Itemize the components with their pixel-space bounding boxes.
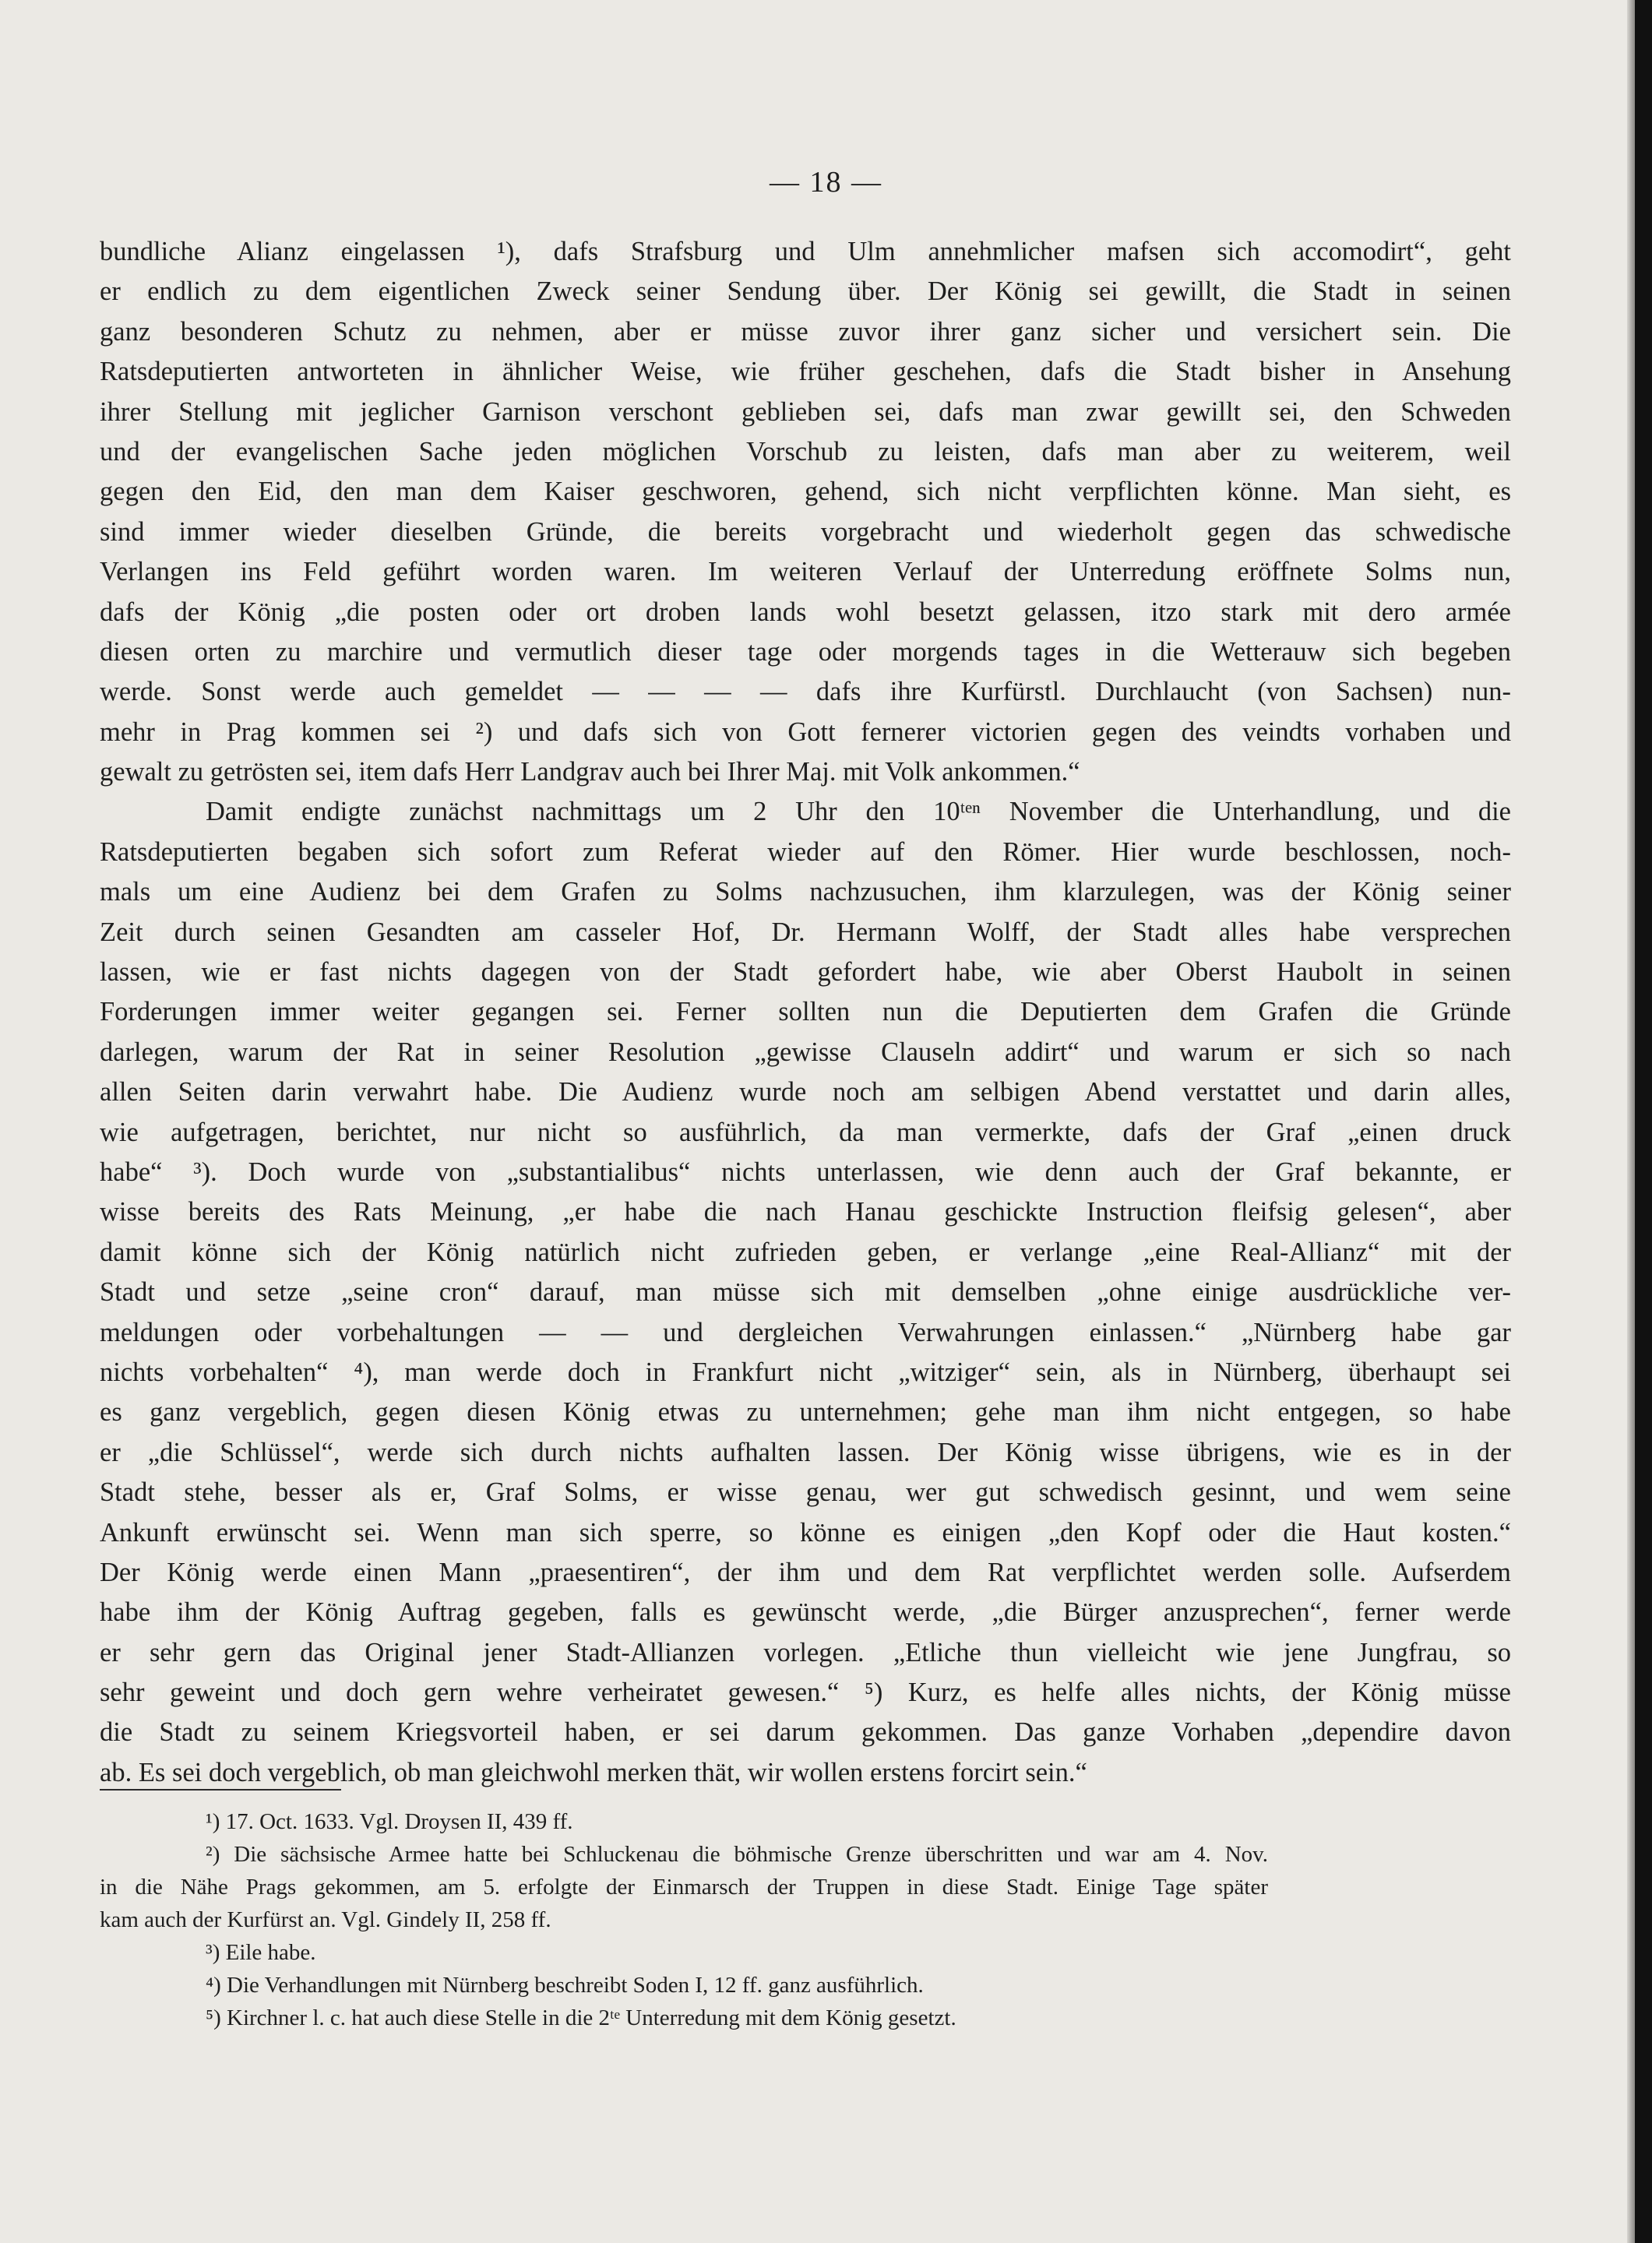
footnotes: [100, 1805, 1268, 2034]
footnote-3: ³) Eile habe.: [206, 1940, 316, 1965]
paragraph-1: [100, 232, 1511, 792]
text-line: darlegen, warum der Rat in seiner Resolution „gewisse Clauseln addirt“ und warum er sich so nach: [100, 1037, 1511, 1067]
text-line: werde. Sonst werde auch gemeldet — — — — dafs ihre Kurfürstl. Durchlaucht (von Sachsen) nun-: [100, 677, 1511, 707]
text-line: meldungen oder vorbehaltungen — — und dergleichen Verwahrungen einlassen.“ „Nürnberg habe gar: [100, 1317, 1511, 1347]
page-number: — 18 —: [770, 166, 882, 199]
text-line: Ankunft erwünscht sei. Wenn man sich sperre, so könne es einigen „den Kopf oder die Haut kosten.“: [100, 1517, 1511, 1548]
text-line: er sehr gern das Original jener Stadt-Allianzen vorlegen. „Etliche thun vielleicht wie jene Jungfrau, so: [100, 1637, 1511, 1667]
text-line: sind immer wieder dieselben Gründe, die bereits vorgebracht und wiederholt gegen das schwedische: [100, 516, 1511, 547]
text-line: wie aufgetragen, berichtet, nur nicht so ausführlich, da man vermerkte, dafs der Graf „einen druck: [100, 1117, 1511, 1147]
text-line: allen Seiten darin verwahrt habe. Die Audienz wurde noch am selbigen Abend verstattet und darin alles,: [100, 1077, 1511, 1107]
text-line: damit könne sich der König natürlich nicht zufrieden geben, er verlange „eine Real-Allianz“ mit der: [100, 1237, 1511, 1267]
text-line: dafs der König „die posten oder ort droben lands wohl besetzt gelassen, itzo stark mit dero armée: [100, 597, 1511, 627]
text-line: gewalt zu getrösten sei, item dafs Herr Landgrav auch bei Ihrer Maj. mit Volk ankommen.“: [100, 757, 1080, 787]
text-line: er „die Schlüssel“, werde sich durch nichts aufhalten lassen. Der König wisse übrigens, wie es in der: [100, 1437, 1511, 1467]
footnote-2-line: kam auch der Kurfürst an. Vgl. Gindely II, 258 ff.: [100, 1907, 551, 1932]
text-line: es ganz vergeblich, gegen diesen König etwas zu unternehmen; gehe man ihm nicht entgegen, so habe: [100, 1397, 1511, 1428]
footnote-2-line: in die Nähe Prags gekommen, am 5. erfolgte der Einmarsch der Truppen in diese Stadt. Einige Tage später: [100, 1875, 1268, 1900]
text-line: Damit endigte zunächst nachmittags um 2 Uhr den 10ᵗᵉⁿ November die Unterhandlung, und die: [206, 797, 1511, 827]
text-line: Ratsdeputierten antworteten in ähnlicher Weise, wie früher geschehen, dafs die Stadt bisher in Ansehung: [100, 357, 1511, 387]
scan-border: [1635, 0, 1652, 2243]
footnote-divider: [100, 1789, 341, 1791]
footnote-5: ⁵) Kirchner l. c. hat auch diese Stelle in die 2ᵗᵉ Unterredung mit dem König gesetzt.: [206, 2005, 956, 2030]
text-line: lassen, wie er fast nichts dagegen von der Stadt gefordert habe, wie aber Oberst Haubolt in seinen: [100, 957, 1511, 988]
text-line: habe“ ³). Doch wurde von „substantialibus“ nichts unterlassen, wie denn auch der Graf bekannte, er: [100, 1157, 1511, 1187]
text-line: diesen orten zu marchire und vermutlich dieser tage oder morgends tages in die Wetterauw sich begeben: [100, 636, 1511, 667]
text-line: er endlich zu dem eigentlichen Zweck seiner Sendung über. Der König sei gewillt, die Stadt in seinen: [100, 276, 1511, 307]
text-line: mals um eine Audienz bei dem Grafen zu Solms nachzusuchen, ihm klarzulegen, was der König seiner: [100, 877, 1511, 907]
body-text: [100, 232, 1511, 1793]
text-line: ihrer Stellung mit jeglicher Garnison verschont geblieben sei, dafs man zwar gewillt sei, den Schweden: [100, 396, 1511, 427]
text-line: ab. Es sei doch vergeblich, ob man gleichwohl merken thät, wir wollen erstens forcirt sein.“: [100, 1757, 1087, 1787]
text-line: bundliche Alianz eingelassen ¹), dafs Strafsburg und Ulm annehmlicher mafsen sich accomodirt“, geht: [100, 237, 1511, 266]
text-line: Zeit durch seinen Gesandten am casseler Hof, Dr. Hermann Wolff, der Stadt alles habe versprechen: [100, 917, 1511, 947]
footnote-1: ¹) 17. Oct. 1633. Vgl. Droysen II, 439 ff.: [206, 1809, 573, 1834]
text-line: die Stadt zu seinem Kriegsvorteil haben, er sei darum gekommen. Das ganze Vorhaben „dependire davon: [100, 1717, 1511, 1748]
text-line: Der König werde einen Mann „praesentiren“, der ihm und dem Rat verpflichtet werden solle. Aufserdem: [100, 1557, 1511, 1587]
text-line: nichts vorbehalten“ ⁴), man werde doch in Frankfurt nicht „witziger“ sein, als in Nürnberg, überhaupt sei: [100, 1357, 1511, 1387]
text-line: und der evangelischen Sache jeden möglichen Vorschub zu leisten, dafs man aber zu weiterem, weil: [100, 436, 1511, 467]
text-line: ganz besonderen Schutz zu nehmen, aber er müsse zuvor ihrer ganz sicher und versichert sein. Die: [100, 316, 1511, 347]
footnote-4: ⁴) Die Verhandlungen mit Nürnberg beschreibt Soden I, 12 ff. ganz ausführlich.: [206, 1973, 924, 1998]
text-line: wisse bereits des Rats Meinung, „er habe die nach Hanau geschickte Instruction fleifsig gelesen“, aber: [100, 1197, 1511, 1227]
text-line: mehr in Prag kommen sei ²) und dafs sich von Gott fernerer victorien gegen des veindts vorhaben und: [100, 717, 1511, 747]
text-line: habe ihm der König Auftrag gegeben, falls es gewünscht werde, „die Bürger anzusprechen“, ferner werde: [100, 1597, 1511, 1628]
text-line: Verlangen ins Feld geführt worden waren. Im weiteren Verlauf der Unterredung eröffnete Solms nun,: [100, 557, 1511, 587]
text-line: Stadt stehe, besser als er, Graf Solms, er wisse genau, wer gut schwedisch gesinnt, und wem seine: [100, 1477, 1511, 1508]
text-line: Ratsdeputierten begaben sich sofort zum Referat wieder auf den Römer. Hier wurde beschlossen, noch-: [100, 836, 1511, 867]
page-edge-shadow: [1627, 0, 1635, 2243]
footnote-2-line: ²) Die sächsische Armee hatte bei Schluckenau die böhmische Grenze überschritten und war am 4. Nov.: [206, 1842, 1268, 1867]
text-line: sehr geweint und doch gern wehre verheiratet gewesen.“ ⁵) Kurz, es helfe alles nichts, der König müsse: [100, 1678, 1511, 1708]
text-line: gegen den Eid, den man dem Kaiser geschworen, gehend, sich nicht verpflichten könne. Man sieht, es: [100, 477, 1511, 507]
text-line: Stadt und setze „seine cron“ darauf, man müsse sich mit demselben „ohne einige ausdrückliche ver-: [100, 1277, 1511, 1308]
paragraph-2: [100, 792, 1511, 1793]
text-line: Forderungen immer weiter gegangen sei. Ferner sollten nun die Deputierten dem Grafen die Gründe: [100, 997, 1511, 1027]
